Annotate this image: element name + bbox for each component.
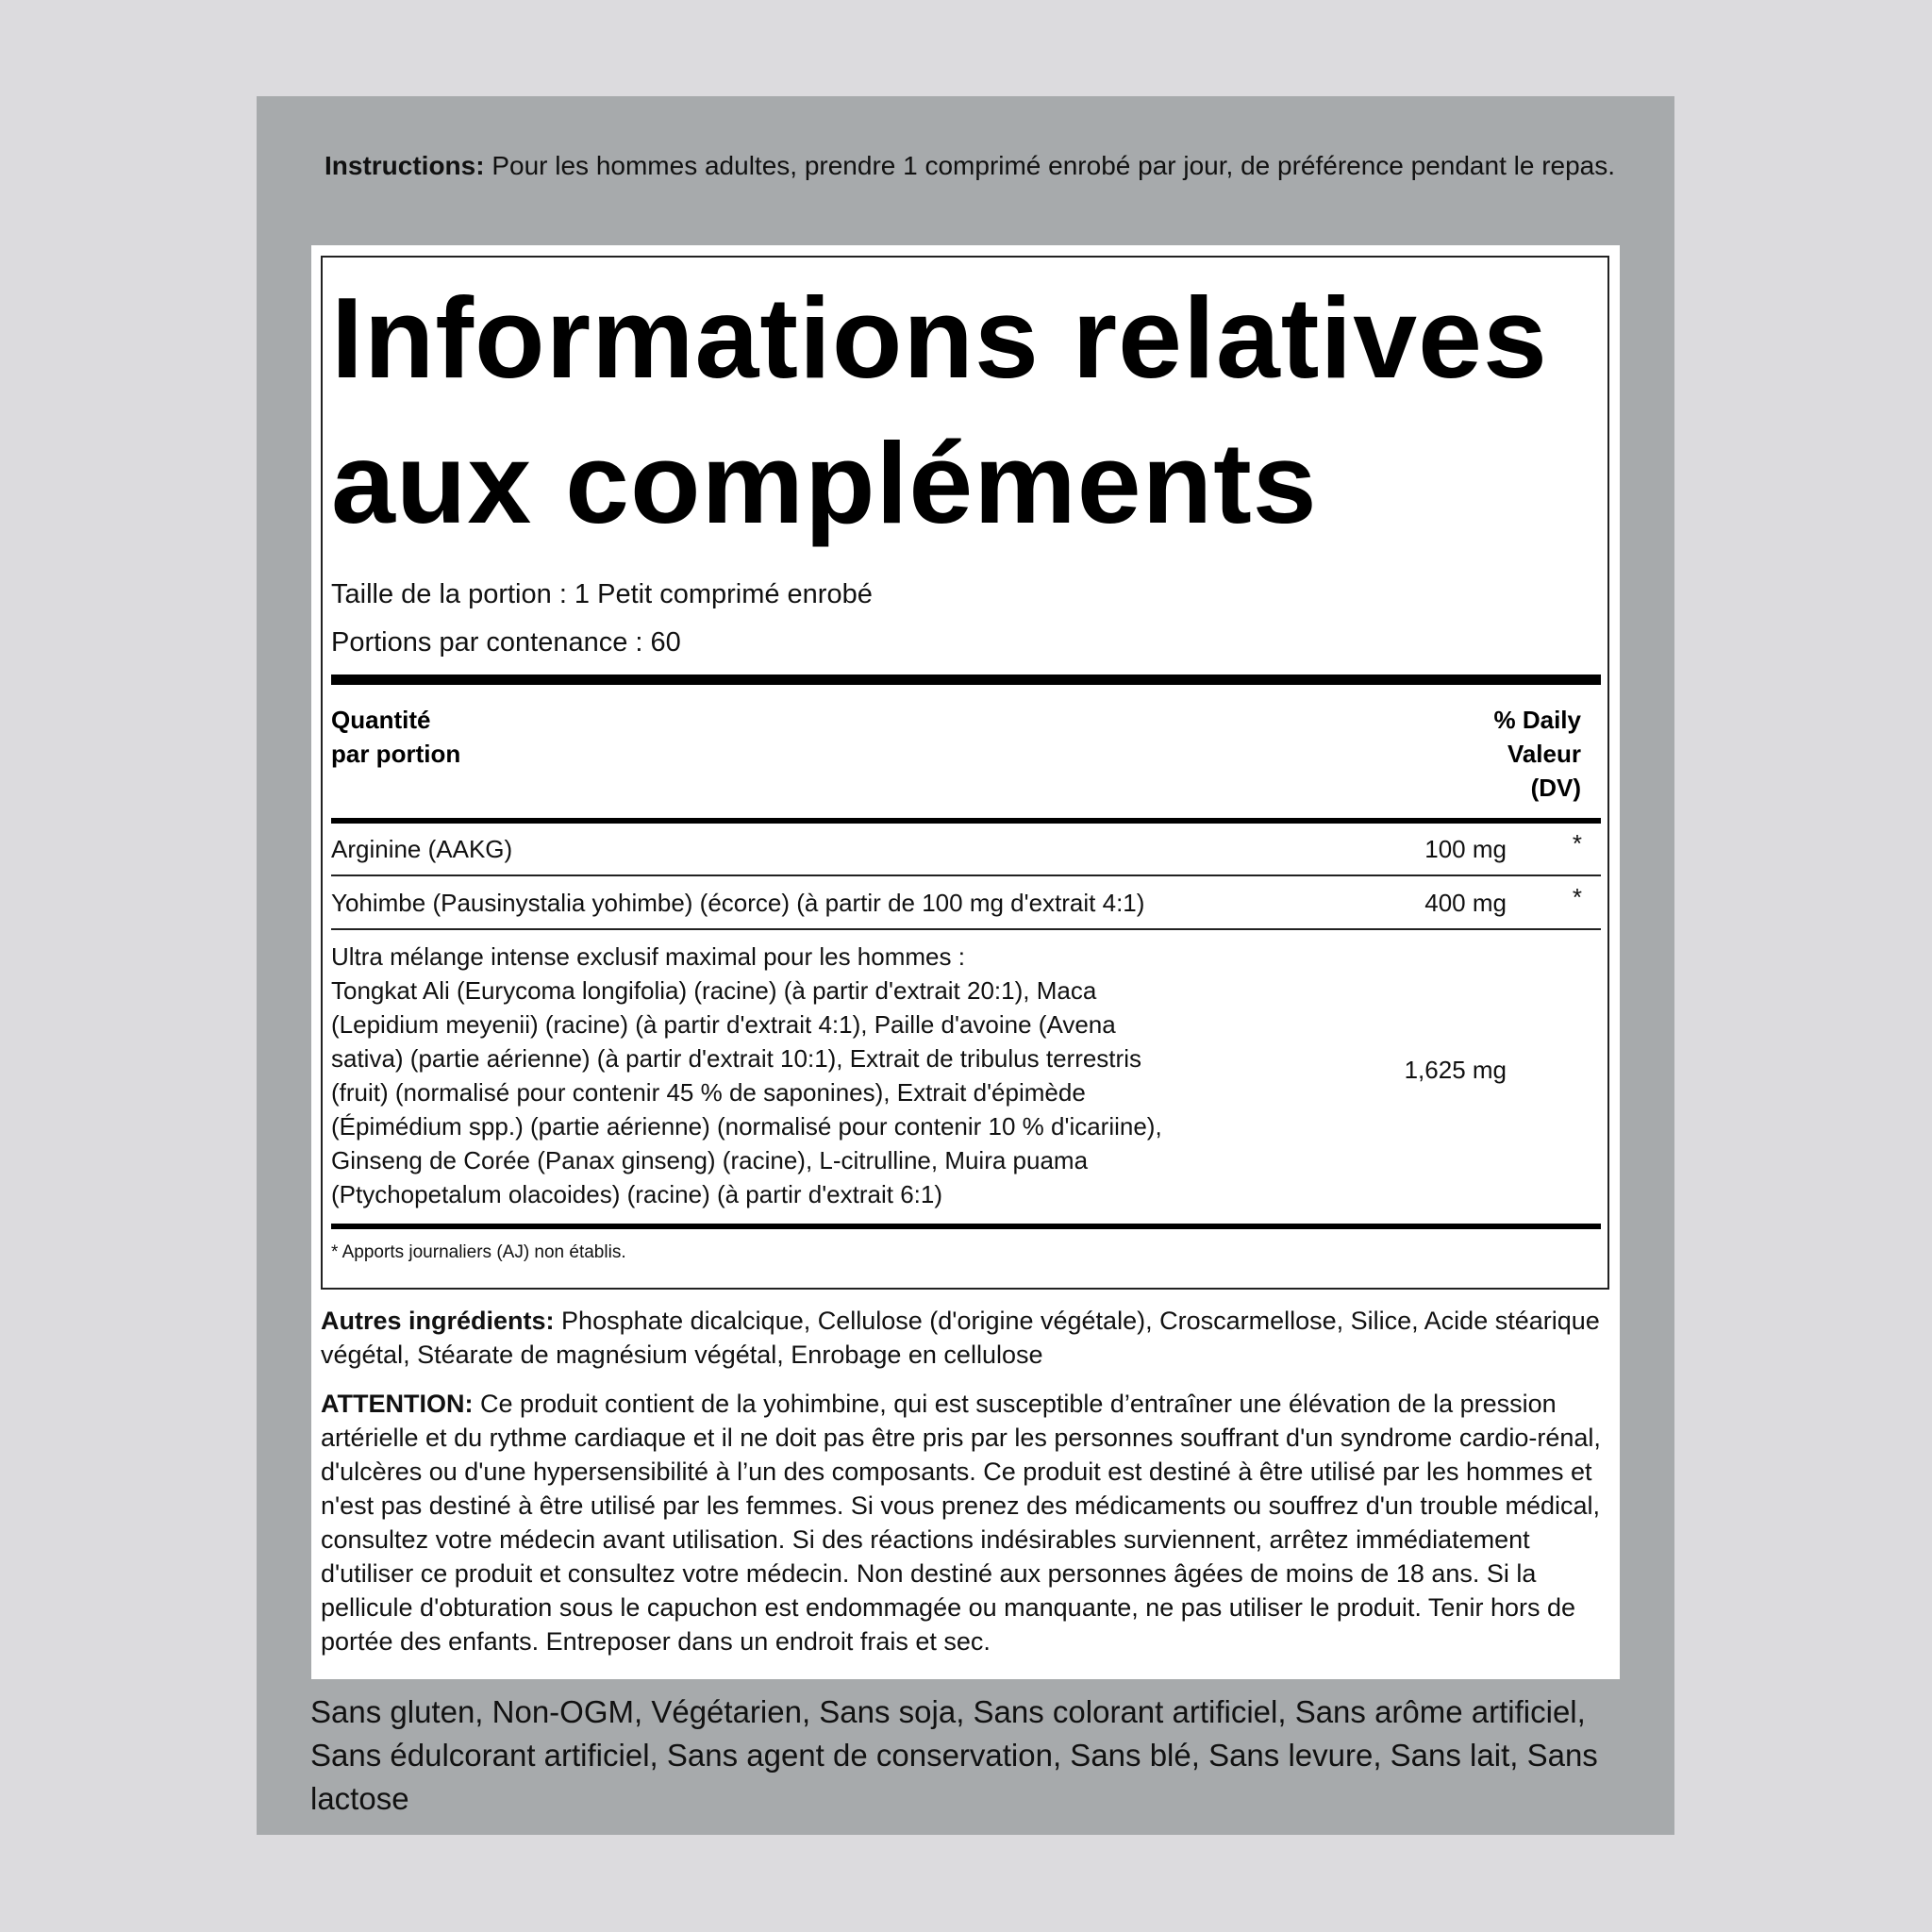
facts-title [331,265,1595,556]
thick-divider-bottom [331,1224,1601,1229]
instructions-label: Instructions: [325,151,485,180]
attention-label: ATTENTION: [321,1390,474,1418]
dv-header-line2: Valeur [1507,740,1581,768]
thin-divider [331,874,1601,876]
ingredient-dv: * [1572,883,1582,911]
facts-title-line2: aux compléments [331,419,1318,547]
table-row [331,883,1601,931]
thin-divider [331,928,1601,930]
amount-per-serving-header [331,703,460,771]
other-ingredients [321,1304,1613,1372]
facts-title-line1: Informations relatives [331,274,1548,402]
attention-warning [321,1387,1615,1658]
ingredient-dv: * [1572,829,1582,858]
ingredient-amount: 400 mg [1424,889,1507,917]
daily-value-header [1392,703,1581,805]
medium-divider [331,818,1601,824]
supplement-facts-box [321,256,1609,1290]
serving-size: Taille de la portion : 1 Petit comprimé enrobé [331,579,873,609]
instructions [325,146,1626,186]
amount-header-line2: par portion [331,740,461,768]
servings-per-container: Portions par contenance : 60 [331,627,681,658]
footnote: * Apports journaliers (AJ) non établis. [331,1242,626,1262]
instructions-text: Pour les hommes adultes, prendre 1 comprimé enrobé par jour, de préférence pendant le repas. [484,151,1616,180]
other-ingredients-label: Autres ingrédients: [321,1307,555,1335]
ingredient-amount: 100 mg [1424,835,1507,863]
blend-ingredients: Tongkat Ali (Eurycoma longifolia) (racine) (à partir d'extrait 20:1), Maca (Lepidium meyenii) (racine) (à partir d'extrait 4:1), Paille d'avoine (Avena sativa) (partie aérienne) (à partir d'extrait 10:1), Extrait de tribulus terrestris (fruit) (normalisé pour contenir 45 % de saponines), Extrait d'épimède (Épimédium spp.) (partie aérienne) (normalisé pour contenir 10 % d'icariine), Ginseng de Corée (Panax ginseng) (racine), L-citrulline, Muira puama (Ptychopetalum olacoides) (racine) (à partir d'extrait 6:1) [331,976,1162,1208]
amount-header-line1: Quantité [331,706,431,734]
other-ingredients-text: Phosphate dicalcique, Cellulose (d'origine végétale), Croscarmellose, Silice, Acide stéarique végétal, Stéarate de magnésium végétal, Enrobage en cellulose [321,1307,1600,1369]
table-row [331,940,1601,1213]
proprietary-blend [331,940,1180,1211]
free-from-claims: Sans gluten, Non-OGM, Végétarien, Sans soja, Sans colorant artificiel, Sans arôme artificiel, Sans édulcorant artificiel, Sans agent de conservation, Sans blé, Sans levure, Sans lait, Sans lactose [310,1694,1598,1816]
attention-text: Ce produit contient de la yohimbine, qui est susceptible d’entraîner une élévation de la pression artérielle et du rythme cardiaque et il ne doit pas être pris par les personnes souffrant d'un syndrome cardio-rénal, d'ulcères ou d'une hypersensibilité à l’un des composants. Ce produit est destiné à être utilisé par les hommes et n'est pas destiné à être utilisé par les femmes. Si vous prenez des médicaments ou souffrez d'un trouble médical, consultez votre médecin avant utilisation. Si des réactions indésirables surviennent, arrêtez immédiatement d'utiliser ce produit et consultez votre médecin. Non destiné aux personnes âgées de moins de 18 ans. Si la pellicule d'obturation sous le capuchon est endommagée ou manquante, ne pas utiliser le produit. Tenir hors de portée des enfants. Entreposer dans un endroit frais et sec. [321,1390,1601,1656]
thick-divider-top [331,675,1601,685]
supplement-label-panel [257,96,1674,1835]
ingredient-amount: 1,625 mg [1404,1056,1507,1084]
dv-header-line3: (DV) [1530,774,1581,802]
ingredient-name: Arginine (AAKG) [331,835,513,863]
white-card [311,245,1620,1679]
table-row [331,829,1601,877]
dv-header-line1: % Daily [1493,706,1581,734]
blend-title: Ultra mélange intense exclusif maximal pour les hommes : [331,942,965,971]
ingredient-name: Yohimbe (Pausinystalia yohimbe) (écorce) (à partir de 100 mg d'extrait 4:1) [331,889,1145,917]
